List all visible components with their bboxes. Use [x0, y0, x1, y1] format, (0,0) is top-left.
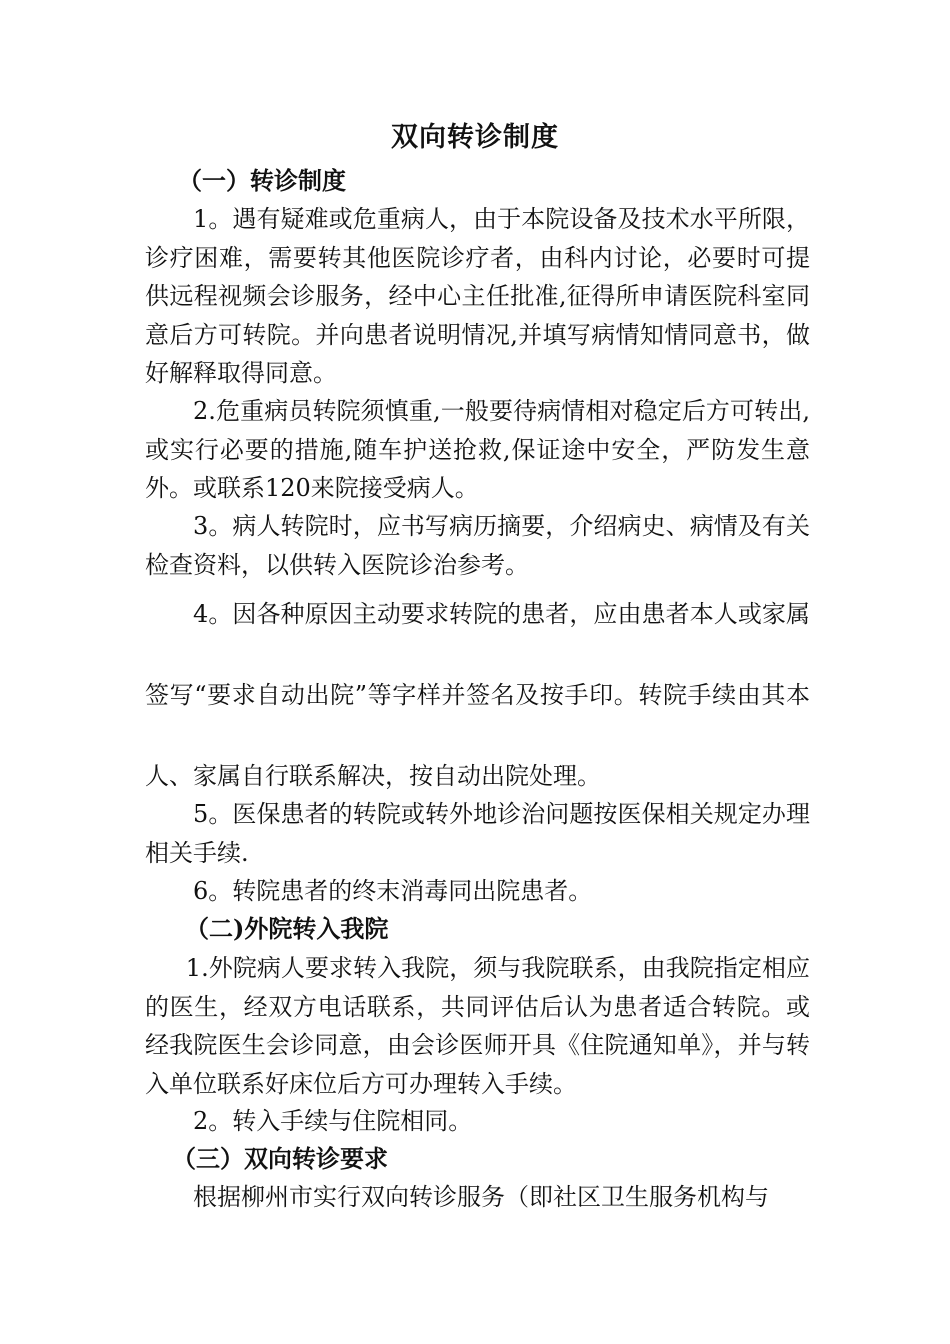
paragraph-1-3: 3。病人转院时，应书写病历摘要，介绍病史、病情及有关检查资料，以供转入医院诊治参考。: [145, 512, 810, 579]
paragraph-1-1: 1。遇有疑难或危重病人，由于本院设备及技术水平所限，诊疗困难，需要转其他医院诊疗者，由科内讨论，必要时可提供远程视频会诊服务，经中心主任批准,征得所申请医院科室同意后方可转院。并向患者说明情况,并填写病情知情同意书，做好解释取得同意。: [145, 205, 810, 387]
paragraph-1-6: 6。转院患者的终末消毒同出院患者。: [193, 877, 593, 905]
paragraph-2-1: 1.外院病人要求转入我院，须与我院联系，由我院指定相应的医生，经双方电话联系，共同评估后认为患者适合转院。或经我院医生会诊同意，由会诊医师开具《住院通知单》，并与转入单位联系好床位后方可办理转入手续。: [145, 954, 810, 1098]
section-heading-3: （三）双向转诊要求: [172, 1144, 388, 1173]
paragraph-1-2: 2.危重病员转院须慎重,一般要待病情相对稳定后方可转出,或实行必要的措施,随车护送抢救,保证途中安全，严防发生意外。或联系120来院接受病人。: [145, 397, 810, 502]
paragraph-1-5: 5。医保患者的转院或转外地诊治问题按医保相关规定办理相关手续.: [145, 800, 810, 867]
section-heading-1: （一）转诊制度: [178, 166, 346, 195]
paragraph-1-4: 4。因各种原因主动要求转院的患者，应由患者本人或家属签写“要求自动出院”等字样并签名及按手印。转院手续由其本人、家属自行联系解决，按自动出院处理。: [145, 600, 810, 790]
section-heading-2: （二)外院转入我院: [185, 914, 389, 943]
paragraph-2-2: 2。转入手续与住院相同。: [193, 1107, 473, 1135]
paragraph-3-1: 根据柳州市实行双向转诊服务（即社区卫生服务机构与: [193, 1183, 769, 1211]
document-title: 双向转诊制度: [391, 122, 559, 153]
